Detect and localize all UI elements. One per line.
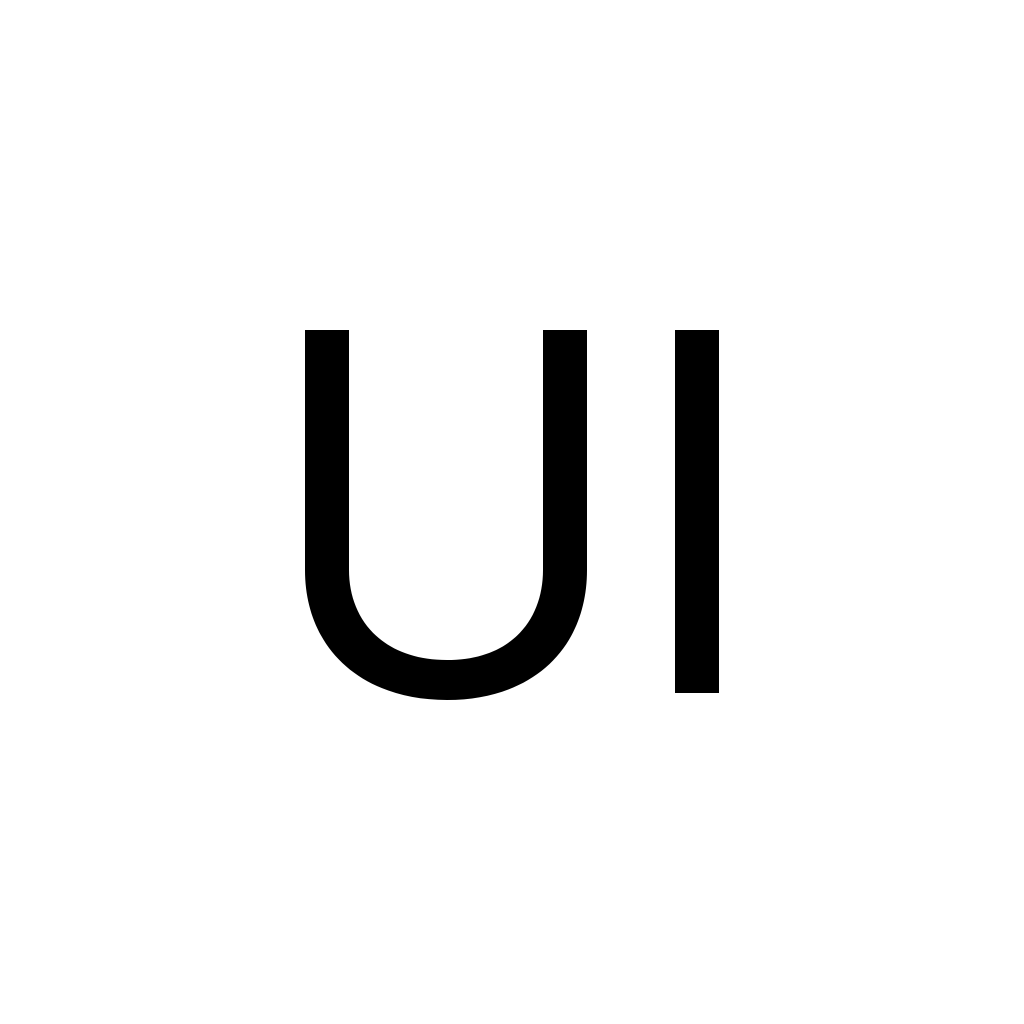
logo-letter-i <box>675 330 719 693</box>
logo-letter-u <box>305 330 587 700</box>
